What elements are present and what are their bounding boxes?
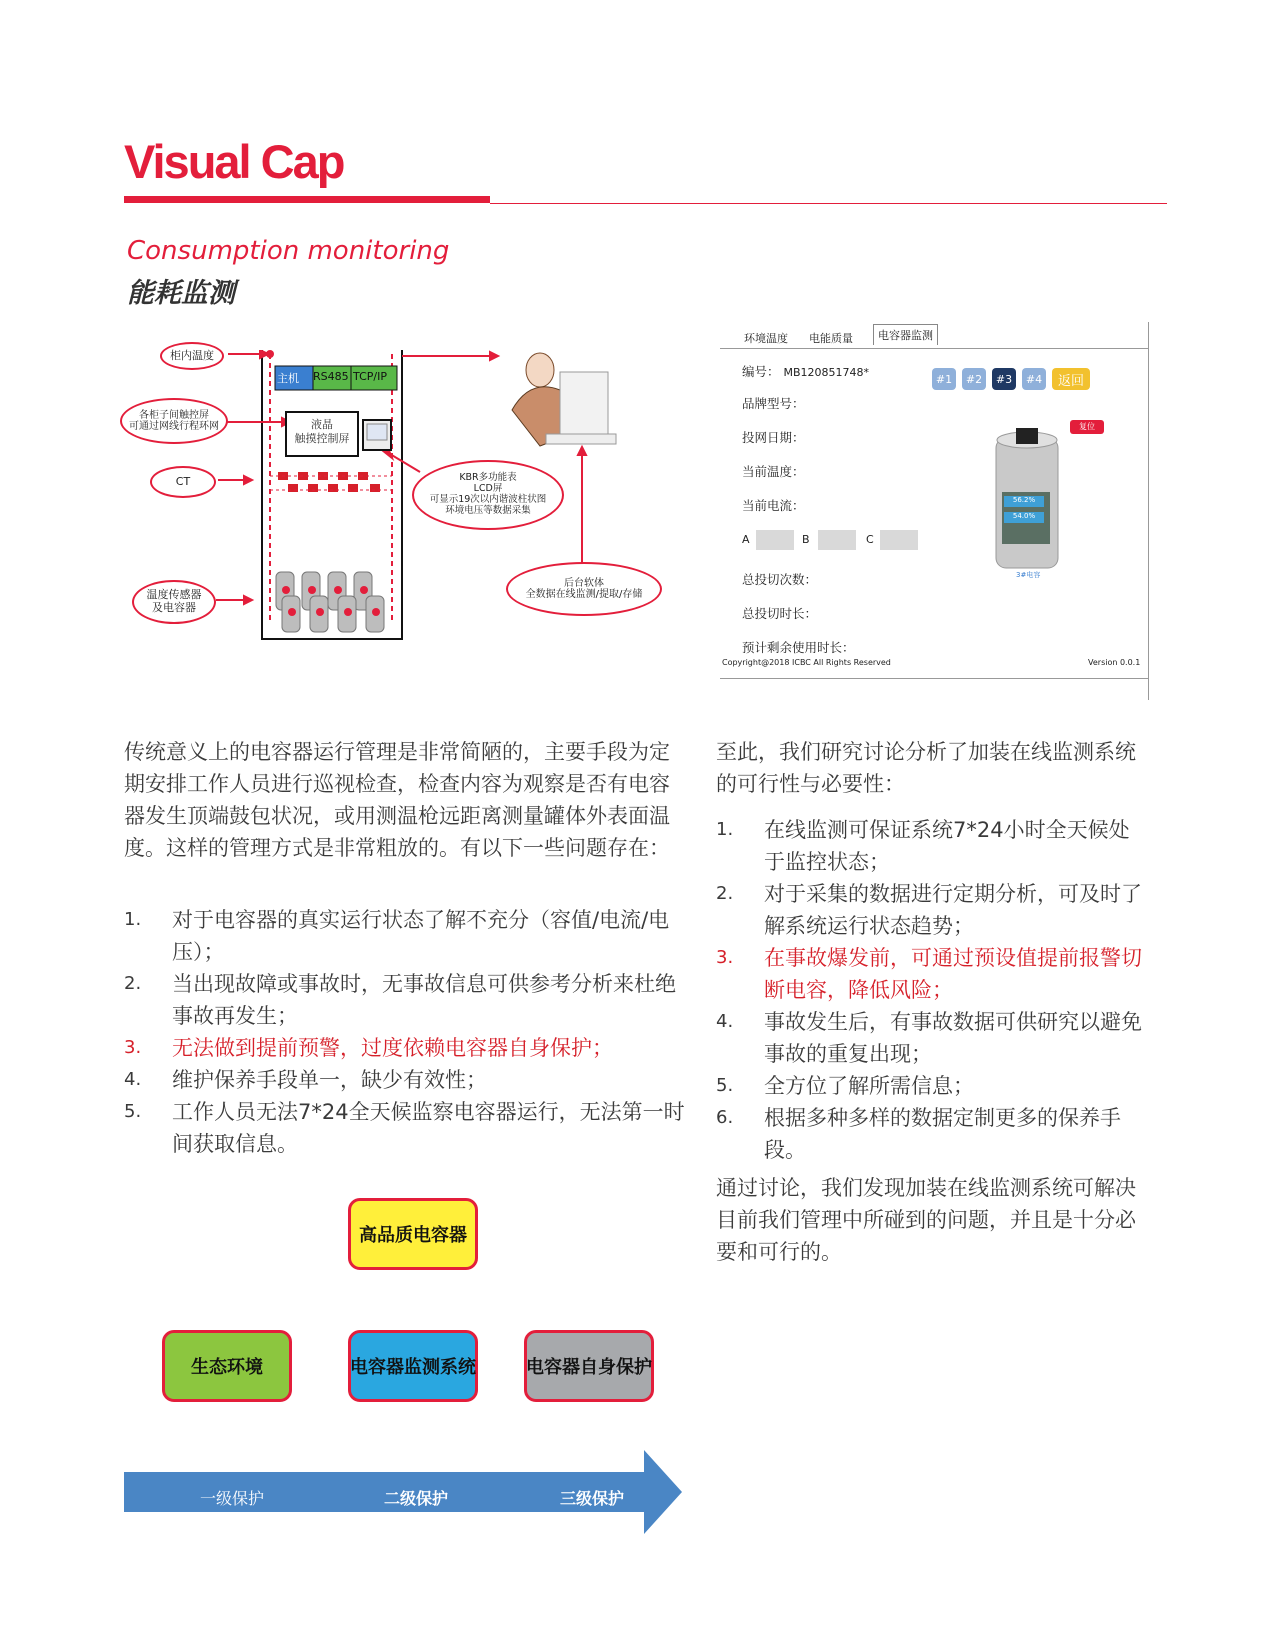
operator-illustration bbox=[512, 353, 616, 446]
tab-capacitor-monitor[interactable]: 电容器监测 bbox=[873, 324, 938, 345]
brand-model-label: 品牌型号： bbox=[742, 396, 805, 411]
list-item: 4. 维护保养手段单一，缺少有效性； bbox=[124, 1068, 487, 1092]
unit-1-button[interactable]: #1 bbox=[932, 368, 956, 390]
id-value: MB120851748* bbox=[783, 366, 870, 379]
phase-c-value bbox=[880, 530, 918, 550]
label-cabinet-temp: 柜内温度 bbox=[160, 342, 224, 370]
capacitor-caption: 3#电容 bbox=[1016, 571, 1041, 579]
title-divider bbox=[490, 203, 1167, 204]
reset-button[interactable]: 复位 bbox=[1070, 420, 1104, 434]
label-host: 主机 bbox=[277, 372, 299, 385]
current-temp-label: 当前温度： bbox=[742, 464, 805, 479]
right-intro: 至此，我们研究讨论分析了加装在线监测系统的可行性与必要性： bbox=[716, 740, 1136, 796]
label-rs485: RS485 bbox=[313, 370, 349, 383]
unit-3-button[interactable]: #3 bbox=[992, 368, 1016, 390]
left-issue-list bbox=[124, 904, 690, 1160]
back-button[interactable]: 返回 bbox=[1052, 368, 1090, 390]
list-item: 5. 全方位了解所需信息； bbox=[716, 1074, 974, 1098]
diagram-lines bbox=[120, 350, 690, 675]
unit-4-button[interactable]: #4 bbox=[1022, 368, 1046, 390]
copyright: Copyright@2018 ICBC All Rights Reserved bbox=[722, 658, 891, 667]
phase-a-label: A bbox=[742, 533, 750, 546]
section-title-cn: 能耗监测 bbox=[127, 278, 235, 309]
left-intro: 传统意义上的电容器运行管理是非常简陋的，主要手段为定期安排工作人员进行巡视检查，检查内容为观察是否有电容器发生顶端鼓包状况，或用测温枪远距离测量罐体外表面温度。这样的管理方式是非常粗放的。有以下一些问题存在： bbox=[124, 740, 670, 860]
list-item: 2. 当出现故障或事故时，无事故信息可供参考分析来杜绝事故再发生； bbox=[124, 972, 676, 1028]
section-title-en: Consumption monitoring bbox=[127, 236, 450, 266]
version: Version 0.0.1 bbox=[1088, 658, 1141, 667]
label-touch-screen: 各柜子间触控屏 可通过网线行程环网 bbox=[120, 398, 228, 444]
list-item: 6. 根据多种多样的数据定制更多的保养手段。 bbox=[716, 1106, 1121, 1162]
level-1-label: 一级保护 bbox=[200, 1489, 265, 1508]
label-ct: CT bbox=[150, 466, 216, 498]
total-duration-label: 总投切时长： bbox=[742, 606, 818, 621]
phase-a-value bbox=[756, 530, 794, 550]
list-item: 3. 在事故爆发前，可通过预设值提前报警切断电容，降低风险； bbox=[716, 946, 1142, 1002]
meter-reading-1: 56.2% bbox=[1004, 496, 1044, 507]
id-label: 编号： MB120851748* bbox=[742, 364, 870, 379]
level-2-label: 二级保护 bbox=[384, 1489, 449, 1508]
list-item: 3. 无法做到提前预警，过度依赖电容器自身保护； bbox=[124, 1036, 613, 1060]
current-amp-label: 当前电流： bbox=[742, 498, 805, 513]
label-tcpip: TCP/IP bbox=[353, 370, 387, 383]
list-item: 5. 工作人员无法7*24全天候监察电容器运行，无法第一时间获取信息。 bbox=[124, 1100, 685, 1156]
eco-environment-box: 生态环境 bbox=[162, 1330, 292, 1402]
list-item: 4. 事故发生后，有事故数据可供研究以避免事故的重复出现； bbox=[716, 1010, 1142, 1066]
title-underline bbox=[124, 196, 490, 203]
phase-b-value bbox=[818, 530, 856, 550]
brand-title: Visual Cap bbox=[124, 135, 344, 188]
unit-2-button[interactable]: #2 bbox=[962, 368, 986, 390]
meter-reading-2: 54.0% bbox=[1004, 512, 1044, 523]
list-item: 2. 对于采集的数据进行定期分析，可及时了解系统运行状态趋势； bbox=[716, 882, 1142, 938]
system-diagram bbox=[120, 350, 690, 675]
high-quality-capacitor-box: 高品质电容器 bbox=[348, 1198, 478, 1270]
right-benefit-list bbox=[716, 814, 1150, 1166]
capacitor-monitor-panel bbox=[720, 322, 1150, 702]
remaining-life-label: 预计剩余使用时长： bbox=[742, 640, 855, 655]
conclusion: 通过讨论，我们发现加装在线监测系统可解决目前我们管理中所碰到的问题，并且是十分必要和可行的。 bbox=[716, 1176, 1136, 1264]
label-kbr: KBR多功能表 LCD屏 可显示19次以内谐波柱状图 环境电压等数据采集 bbox=[412, 460, 564, 530]
tab-power-quality[interactable]: 电能质量 bbox=[809, 332, 853, 345]
grid-date-label: 投网日期： bbox=[742, 430, 805, 445]
list-item: 1. 在线监测可保证系统7*24小时全天候处于监控状态； bbox=[716, 818, 1130, 874]
total-switch-label: 总投切次数： bbox=[742, 572, 818, 587]
phase-b-label: B bbox=[802, 533, 810, 546]
self-protection-box: 电容器自身保护 bbox=[524, 1330, 654, 1402]
label-backend: 后台软体 全数据在线监测/提取/存储 bbox=[506, 562, 662, 616]
label-temp-sensor: 温度传感器 及电容器 bbox=[132, 580, 216, 624]
phase-c-label: C bbox=[866, 533, 874, 546]
tab-env-temp[interactable]: 环境温度 bbox=[744, 332, 788, 345]
level-3-label: 三级保护 bbox=[560, 1489, 625, 1508]
label-lcd: 液晶 触摸控制屏 bbox=[294, 418, 350, 446]
monitoring-system-box: 电容器监测系统 bbox=[348, 1330, 478, 1402]
list-item: 1. 对于电容器的真实运行状态了解不充分（容值/电流/电压）； bbox=[124, 908, 670, 964]
